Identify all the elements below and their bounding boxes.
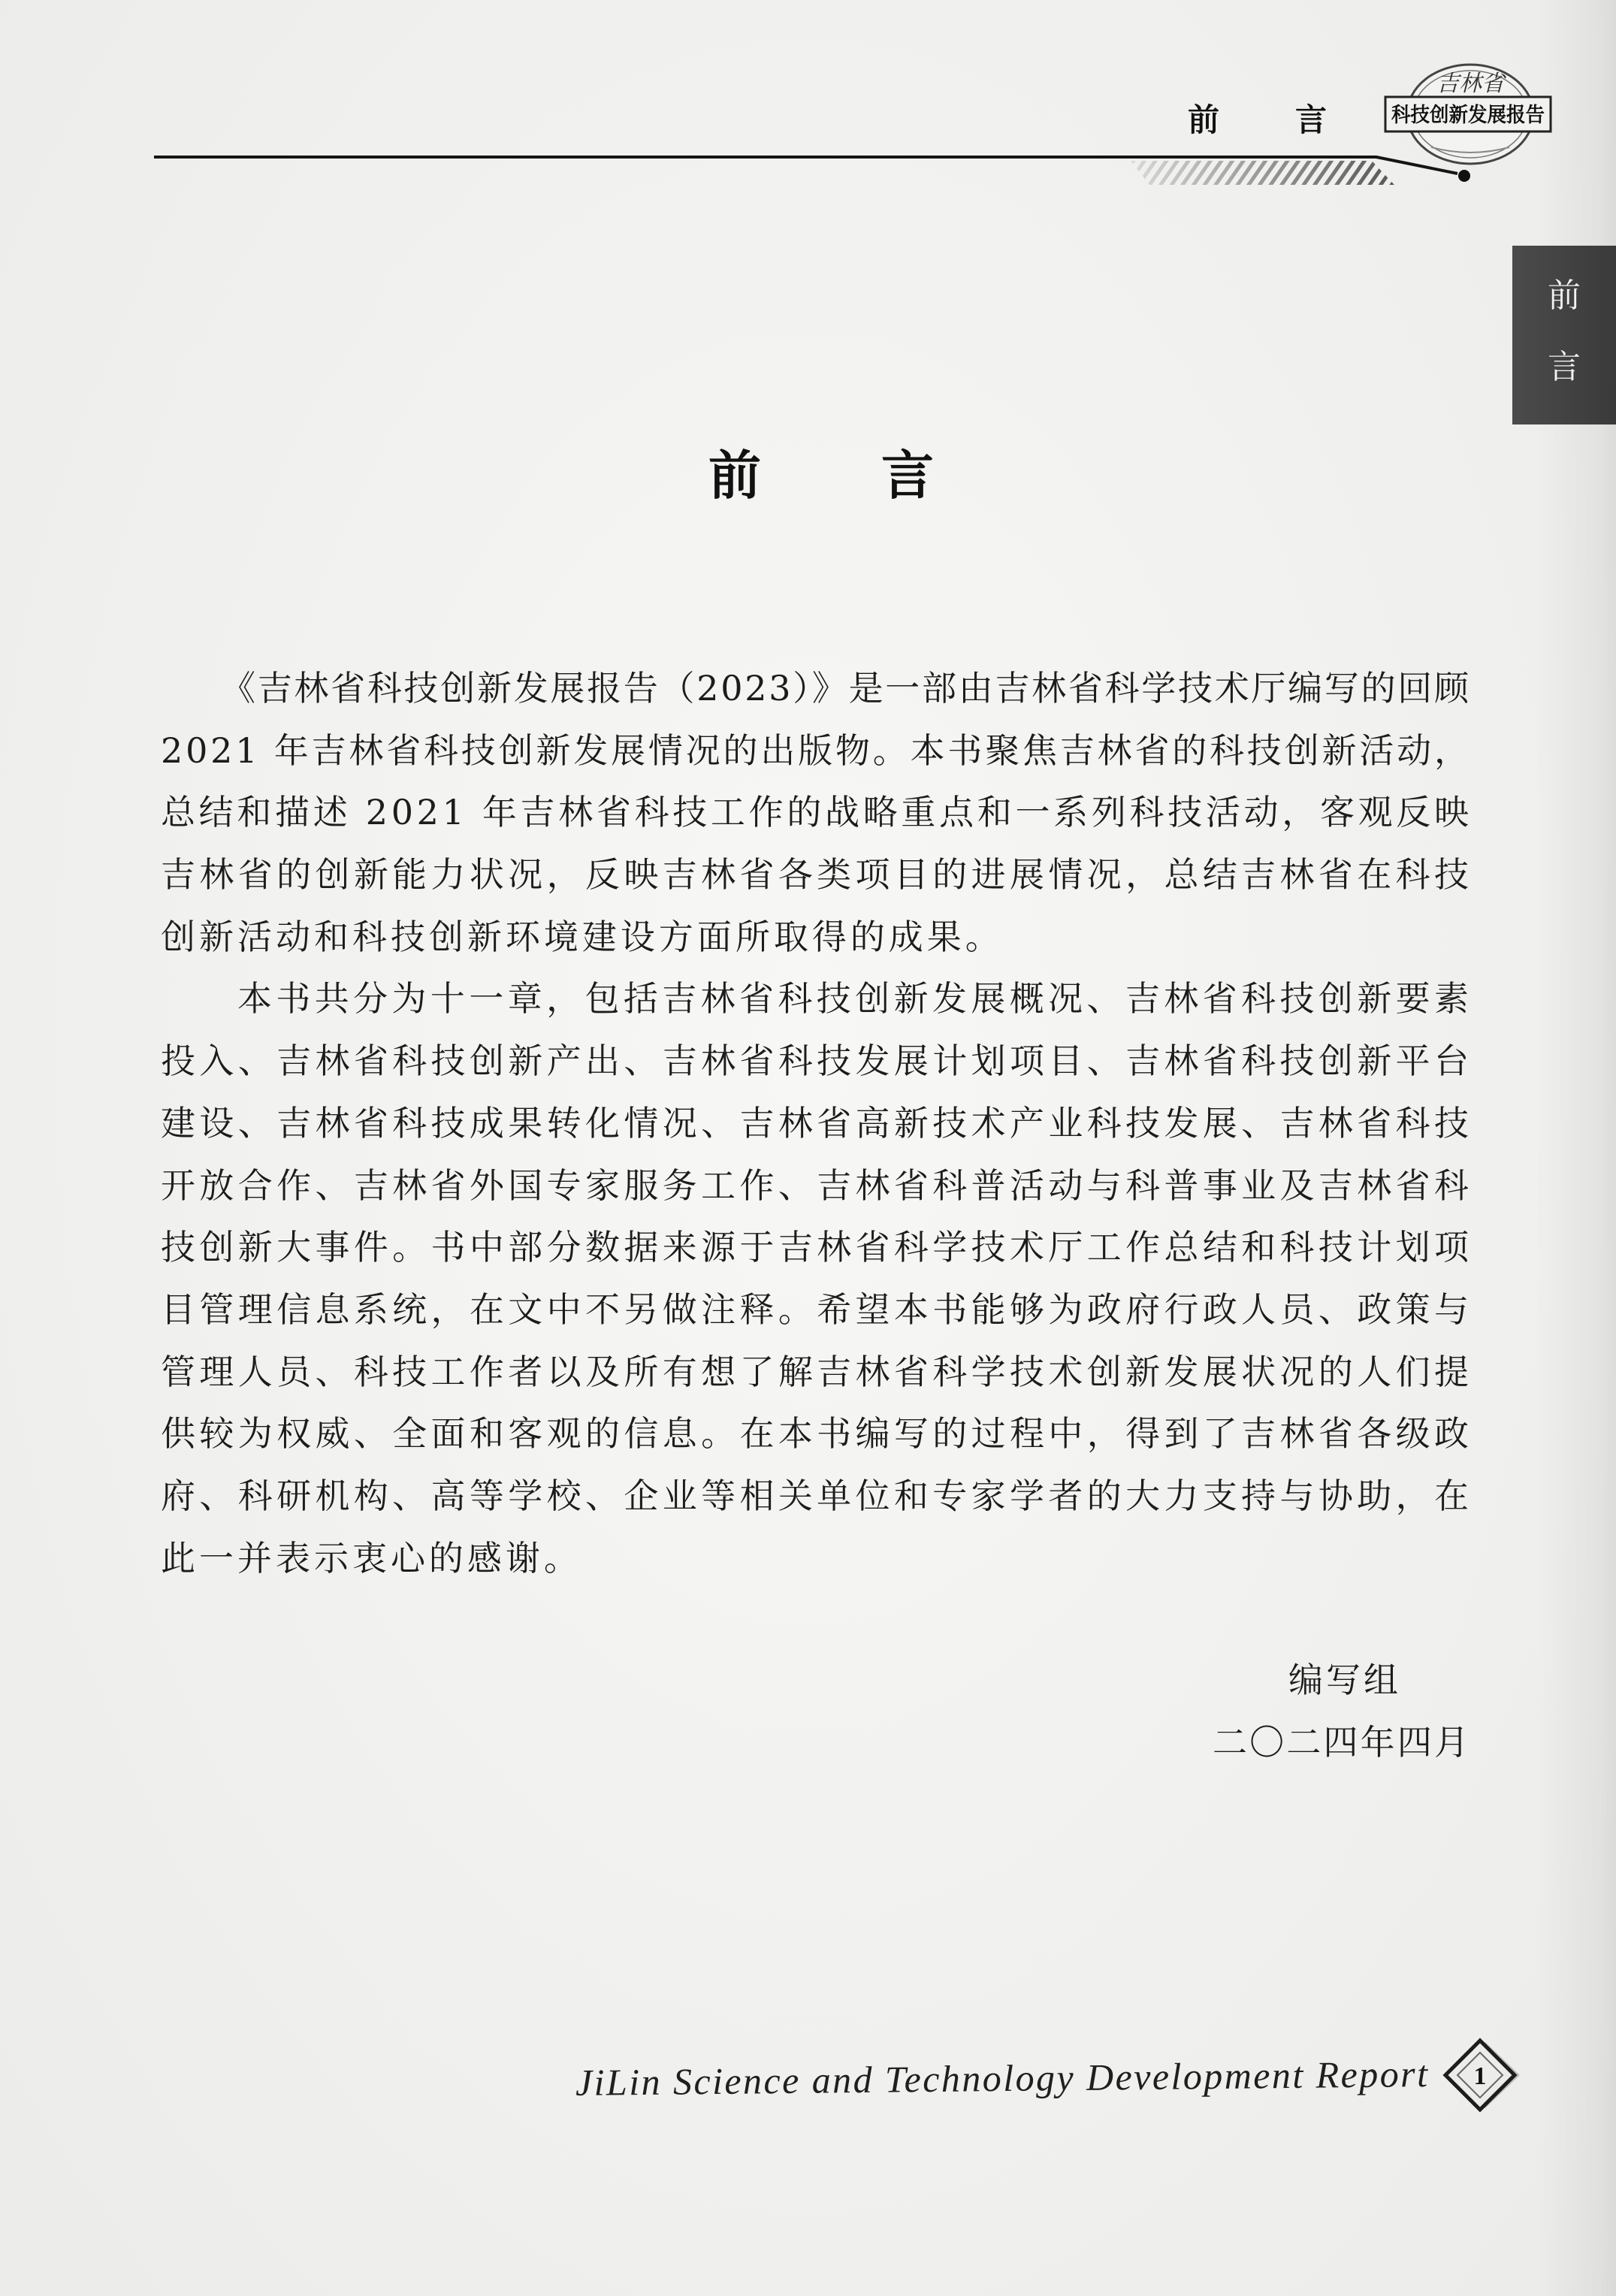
header-decoration	[0, 0, 1616, 225]
text-line	[161, 906, 1469, 968]
footer	[0, 1991, 1616, 2156]
text-line-content: 本书共分为十一章，包括吉林省科技创新发展概况、吉林省科技创新要素	[237, 978, 1473, 1020]
text-line	[161, 1155, 1473, 1217]
text-line	[161, 720, 1472, 782]
page-number-badge	[1445, 2041, 1520, 2110]
text-line	[161, 1403, 1473, 1465]
text-line	[161, 1030, 1473, 1092]
paragraph	[161, 657, 1473, 968]
text-line-content: 此一并表示衷心的感谢。	[161, 1537, 582, 1578]
text-line-content: 目管理信息系统，在文中不另做注释。希望本书能够为政府行政人员、政策与	[161, 1288, 1473, 1330]
paragraph	[161, 968, 1473, 1589]
side-tab-char: 言	[1548, 348, 1581, 386]
text-line	[161, 1465, 1473, 1527]
text-line	[161, 1279, 1473, 1341]
text-line-content: 创新活动和科技创新环境建设方面所取得的成果。	[161, 916, 1004, 957]
text-line-content: 投入、吉林省科技创新产出、吉林省科技发展计划项目、吉林省科技创新平台	[161, 1041, 1473, 1082]
page-number: 1	[1473, 2062, 1487, 2090]
text-line-content: 开放合作、吉林省外国专家服务工作、吉林省科普活动与科普事业及吉林省科	[161, 1165, 1473, 1206]
header-rule-dot	[1458, 170, 1470, 182]
text-line-content: 管理人员、科技工作者以及所有想了解吉林省科学技术创新发展状况的人们提	[161, 1351, 1473, 1392]
signature-author	[1288, 1649, 1401, 1711]
running-title-char: 言	[1294, 101, 1327, 138]
text-line	[161, 1216, 1473, 1279]
report-logo	[1385, 65, 1554, 164]
signature-date	[1213, 1711, 1472, 1773]
running-title-char: 前	[1187, 101, 1219, 138]
page-title-char: 言	[881, 445, 934, 506]
text-line-content: 技创新大事件。书中部分数据来源于吉林省科学技术厅工作总结和科技计划项	[161, 1227, 1473, 1268]
text-line	[161, 844, 1473, 906]
text-line	[161, 657, 1469, 720]
text-line-content: 《吉林省科技创新发展报告（2023）》是一部由吉林省科学技术厅编写的回顾	[221, 668, 1471, 708]
signature-author-text: 编写组	[1288, 1660, 1401, 1700]
page-title-char: 前	[708, 445, 761, 506]
signature-date-text: 二〇二四年四月	[1213, 1722, 1472, 1763]
header-hatch-band	[1131, 161, 1394, 185]
text-line	[161, 968, 1473, 1030]
text-line	[161, 781, 1473, 844]
body-text	[161, 657, 1473, 1589]
text-line	[161, 1341, 1473, 1403]
text-line-content: 建设、吉林省科技成果转化情况、吉林省高新技术产业科技发展、吉林省科技	[161, 1102, 1473, 1143]
footer-report-name: JiLin Science and Technology Development Report	[575, 2053, 1428, 2104]
text-line-content: 总结和描述 2021 年吉林省科技工作的战略重点和一系列科技活动，客观反映	[161, 792, 1473, 833]
side-chapter-tab	[1512, 246, 1616, 424]
logo-title-text: 科技创新发展报告	[1391, 104, 1554, 127]
text-line	[161, 1527, 1469, 1590]
text-line-content: 2021 年吉林省科技创新发展情况的出版物。本书聚焦吉林省的科技创新活动，	[161, 730, 1472, 771]
side-tab-char: 前	[1548, 276, 1581, 315]
logo-calligraphy: 吉林省	[1436, 71, 1504, 97]
text-line	[161, 1092, 1473, 1155]
text-line-content: 府、科研机构、高等学校、企业等相关单位和专家学者的大力支持与协助，在	[161, 1475, 1473, 1516]
text-line-content: 吉林省的创新能力状况，反映吉林省各类项目的进展情况，总结吉林省在科技	[161, 854, 1473, 896]
text-line-content: 供较为权威、全面和客观的信息。在本书编写的过程中，得到了吉林省各级政	[161, 1413, 1473, 1455]
